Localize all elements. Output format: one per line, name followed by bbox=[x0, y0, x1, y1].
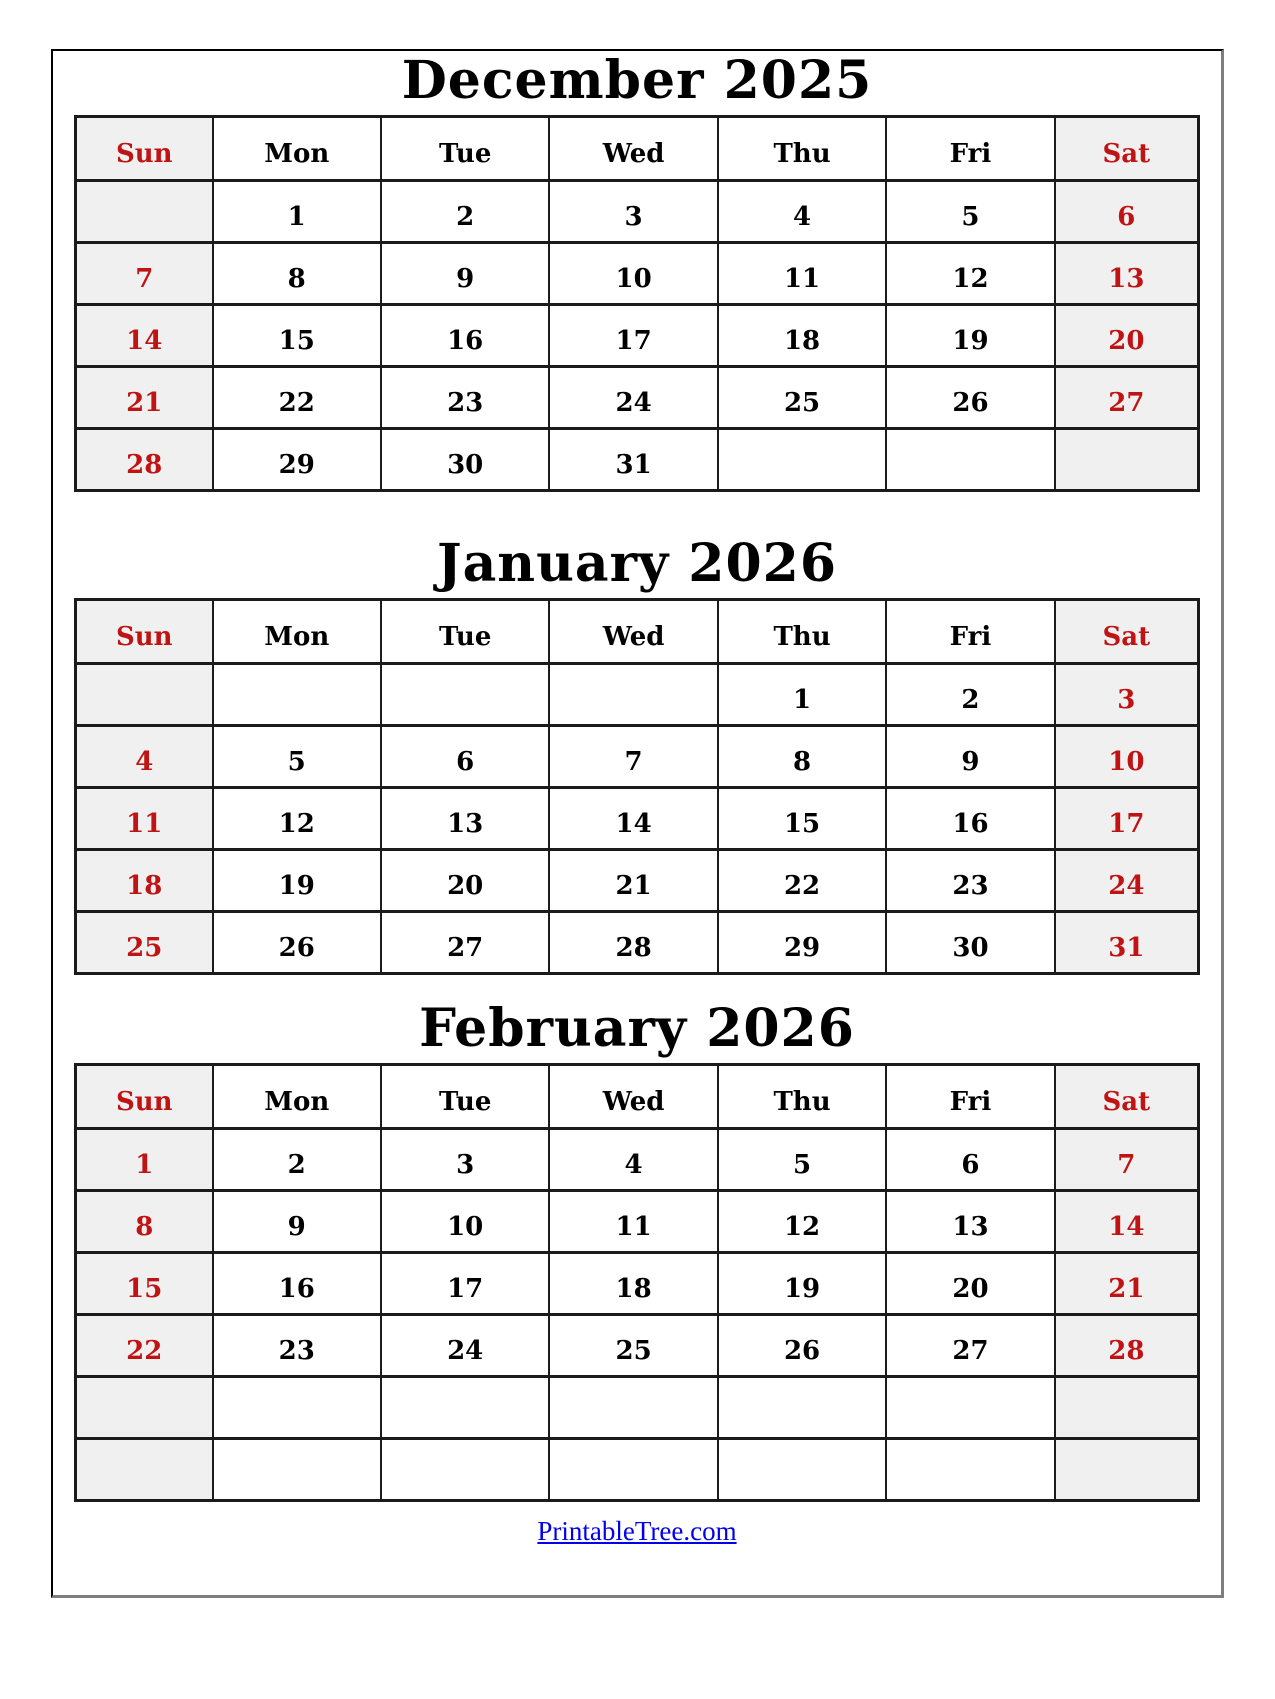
day-cell: 16 bbox=[886, 788, 1054, 850]
day-cell: 28 bbox=[1055, 1315, 1199, 1377]
day-cell: 14 bbox=[76, 305, 213, 367]
weekday-header-row bbox=[76, 1065, 1199, 1129]
weekday-header-row bbox=[76, 117, 1199, 181]
week-row bbox=[76, 664, 1199, 726]
week-row bbox=[76, 243, 1199, 305]
empty-day-cell bbox=[1055, 1439, 1199, 1501]
day-cell: 19 bbox=[718, 1253, 886, 1315]
day-cell: 26 bbox=[718, 1315, 886, 1377]
empty-day-cell bbox=[213, 1439, 381, 1501]
day-cell: 11 bbox=[718, 243, 886, 305]
day-cell: 13 bbox=[381, 788, 549, 850]
day-cell: 3 bbox=[549, 181, 717, 243]
day-cell: 17 bbox=[549, 305, 717, 367]
week-row bbox=[76, 788, 1199, 850]
day-cell: 22 bbox=[76, 1315, 213, 1377]
day-cell: 13 bbox=[1055, 243, 1199, 305]
empty-day-cell bbox=[76, 664, 213, 726]
weekday-header-wed: Wed bbox=[549, 600, 717, 664]
day-cell: 1 bbox=[76, 1129, 213, 1191]
day-cell: 16 bbox=[213, 1253, 381, 1315]
weekday-header-mon: Mon bbox=[213, 600, 381, 664]
day-cell: 21 bbox=[76, 367, 213, 429]
empty-day-cell bbox=[549, 664, 717, 726]
day-cell: 27 bbox=[381, 912, 549, 974]
day-cell: 15 bbox=[213, 305, 381, 367]
day-cell: 31 bbox=[549, 429, 717, 491]
day-cell: 1 bbox=[213, 181, 381, 243]
day-cell: 28 bbox=[76, 429, 213, 491]
month-january-2026 bbox=[53, 533, 1221, 975]
page-frame bbox=[51, 49, 1224, 1598]
day-cell: 6 bbox=[886, 1129, 1054, 1191]
day-cell: 29 bbox=[213, 429, 381, 491]
weekday-header-sun: Sun bbox=[76, 117, 213, 181]
day-cell: 30 bbox=[886, 912, 1054, 974]
month-title-january: January 2026 bbox=[436, 533, 838, 594]
week-row bbox=[76, 1191, 1199, 1253]
week-row bbox=[76, 429, 1199, 491]
day-cell: 18 bbox=[718, 305, 886, 367]
empty-day-cell bbox=[381, 1439, 549, 1501]
day-cell: 12 bbox=[213, 788, 381, 850]
empty-day-cell bbox=[381, 664, 549, 726]
empty-day-cell bbox=[1055, 429, 1199, 491]
day-cell: 14 bbox=[1055, 1191, 1199, 1253]
empty-day-cell bbox=[213, 1377, 381, 1439]
day-cell: 20 bbox=[381, 850, 549, 912]
empty-day-cell bbox=[76, 1439, 213, 1501]
weekday-header-wed: Wed bbox=[549, 1065, 717, 1129]
weekday-header-thu: Thu bbox=[718, 117, 886, 181]
day-cell: 19 bbox=[886, 305, 1054, 367]
empty-day-cell bbox=[213, 664, 381, 726]
empty-day-cell bbox=[886, 1439, 1054, 1501]
day-cell: 22 bbox=[213, 367, 381, 429]
calendar-table-december bbox=[74, 115, 1200, 492]
day-cell: 27 bbox=[1055, 367, 1199, 429]
day-cell: 9 bbox=[886, 726, 1054, 788]
day-cell: 15 bbox=[718, 788, 886, 850]
day-cell: 13 bbox=[886, 1191, 1054, 1253]
day-cell: 27 bbox=[886, 1315, 1054, 1377]
empty-day-cell bbox=[76, 1377, 213, 1439]
day-cell: 2 bbox=[213, 1129, 381, 1191]
day-cell: 24 bbox=[381, 1315, 549, 1377]
empty-day-cell bbox=[1055, 1377, 1199, 1439]
day-cell: 19 bbox=[213, 850, 381, 912]
day-cell: 31 bbox=[1055, 912, 1199, 974]
month-title-february: February 2026 bbox=[419, 998, 855, 1059]
day-cell: 6 bbox=[1055, 181, 1199, 243]
day-cell: 2 bbox=[381, 181, 549, 243]
day-cell: 15 bbox=[76, 1253, 213, 1315]
weekday-header-fri: Fri bbox=[886, 117, 1054, 181]
empty-day-cell bbox=[886, 1377, 1054, 1439]
day-cell: 8 bbox=[213, 243, 381, 305]
day-cell: 23 bbox=[213, 1315, 381, 1377]
weekday-header-thu: Thu bbox=[718, 1065, 886, 1129]
empty-day-cell bbox=[886, 429, 1054, 491]
day-cell: 28 bbox=[549, 912, 717, 974]
empty-day-cell bbox=[76, 181, 213, 243]
day-cell: 6 bbox=[381, 726, 549, 788]
day-cell: 9 bbox=[381, 243, 549, 305]
weekday-header-tue: Tue bbox=[381, 600, 549, 664]
weekday-header-sat: Sat bbox=[1055, 1065, 1199, 1129]
day-cell: 18 bbox=[76, 850, 213, 912]
week-row bbox=[76, 726, 1199, 788]
empty-day-cell bbox=[381, 1377, 549, 1439]
day-cell: 29 bbox=[718, 912, 886, 974]
footer bbox=[53, 1516, 1221, 1547]
month-february-2026 bbox=[53, 998, 1221, 1502]
day-cell: 1 bbox=[718, 664, 886, 726]
day-cell: 18 bbox=[549, 1253, 717, 1315]
day-cell: 21 bbox=[1055, 1253, 1199, 1315]
day-cell: 30 bbox=[381, 429, 549, 491]
day-cell: 17 bbox=[1055, 788, 1199, 850]
day-cell: 10 bbox=[1055, 726, 1199, 788]
weekday-header-thu: Thu bbox=[718, 600, 886, 664]
day-cell: 25 bbox=[718, 367, 886, 429]
weekday-header-tue: Tue bbox=[381, 1065, 549, 1129]
empty-day-cell bbox=[549, 1377, 717, 1439]
day-cell: 5 bbox=[886, 181, 1054, 243]
empty-day-cell bbox=[718, 429, 886, 491]
weekday-header-wed: Wed bbox=[549, 117, 717, 181]
day-cell: 5 bbox=[213, 726, 381, 788]
day-cell: 22 bbox=[718, 850, 886, 912]
day-cell: 21 bbox=[549, 850, 717, 912]
printabletree-link[interactable]: PrintableTree.com bbox=[537, 1516, 737, 1546]
day-cell: 8 bbox=[76, 1191, 213, 1253]
weekday-header-fri: Fri bbox=[886, 1065, 1054, 1129]
day-cell: 25 bbox=[549, 1315, 717, 1377]
day-cell: 26 bbox=[886, 367, 1054, 429]
day-cell: 10 bbox=[381, 1191, 549, 1253]
day-cell: 12 bbox=[886, 243, 1054, 305]
week-row bbox=[76, 912, 1199, 974]
week-row bbox=[76, 1439, 1199, 1501]
day-cell: 5 bbox=[718, 1129, 886, 1191]
weekday-header-mon: Mon bbox=[213, 117, 381, 181]
day-cell: 4 bbox=[76, 726, 213, 788]
weekday-header-sat: Sat bbox=[1055, 600, 1199, 664]
day-cell: 7 bbox=[76, 243, 213, 305]
week-row bbox=[76, 181, 1199, 243]
weekday-header-mon: Mon bbox=[213, 1065, 381, 1129]
day-cell: 25 bbox=[76, 912, 213, 974]
weekday-header-tue: Tue bbox=[381, 117, 549, 181]
day-cell: 16 bbox=[381, 305, 549, 367]
day-cell: 10 bbox=[549, 243, 717, 305]
week-row bbox=[76, 1129, 1199, 1191]
week-row bbox=[76, 1377, 1199, 1439]
weekday-header-row bbox=[76, 600, 1199, 664]
day-cell: 20 bbox=[886, 1253, 1054, 1315]
empty-day-cell bbox=[718, 1377, 886, 1439]
day-cell: 14 bbox=[549, 788, 717, 850]
day-cell: 12 bbox=[718, 1191, 886, 1253]
calendar-table-february bbox=[74, 1063, 1200, 1502]
calendar-table-january bbox=[74, 598, 1200, 975]
week-row bbox=[76, 1253, 1199, 1315]
week-row bbox=[76, 1315, 1199, 1377]
week-row bbox=[76, 305, 1199, 367]
empty-day-cell bbox=[549, 1439, 717, 1501]
day-cell: 24 bbox=[549, 367, 717, 429]
day-cell: 7 bbox=[1055, 1129, 1199, 1191]
day-cell: 17 bbox=[381, 1253, 549, 1315]
day-cell: 23 bbox=[886, 850, 1054, 912]
day-cell: 9 bbox=[213, 1191, 381, 1253]
weekday-header-sun: Sun bbox=[76, 600, 213, 664]
day-cell: 24 bbox=[1055, 850, 1199, 912]
day-cell: 4 bbox=[718, 181, 886, 243]
day-cell: 11 bbox=[549, 1191, 717, 1253]
day-cell: 8 bbox=[718, 726, 886, 788]
week-row bbox=[76, 850, 1199, 912]
month-title-december: December 2025 bbox=[401, 50, 873, 111]
day-cell: 2 bbox=[886, 664, 1054, 726]
weekday-header-sat: Sat bbox=[1055, 117, 1199, 181]
month-december-2025 bbox=[53, 50, 1221, 492]
empty-day-cell bbox=[718, 1439, 886, 1501]
day-cell: 11 bbox=[76, 788, 213, 850]
weekday-header-fri: Fri bbox=[886, 600, 1054, 664]
day-cell: 23 bbox=[381, 367, 549, 429]
day-cell: 7 bbox=[549, 726, 717, 788]
day-cell: 26 bbox=[213, 912, 381, 974]
day-cell: 3 bbox=[381, 1129, 549, 1191]
day-cell: 4 bbox=[549, 1129, 717, 1191]
week-row bbox=[76, 367, 1199, 429]
day-cell: 20 bbox=[1055, 305, 1199, 367]
day-cell: 3 bbox=[1055, 664, 1199, 726]
weekday-header-sun: Sun bbox=[76, 1065, 213, 1129]
